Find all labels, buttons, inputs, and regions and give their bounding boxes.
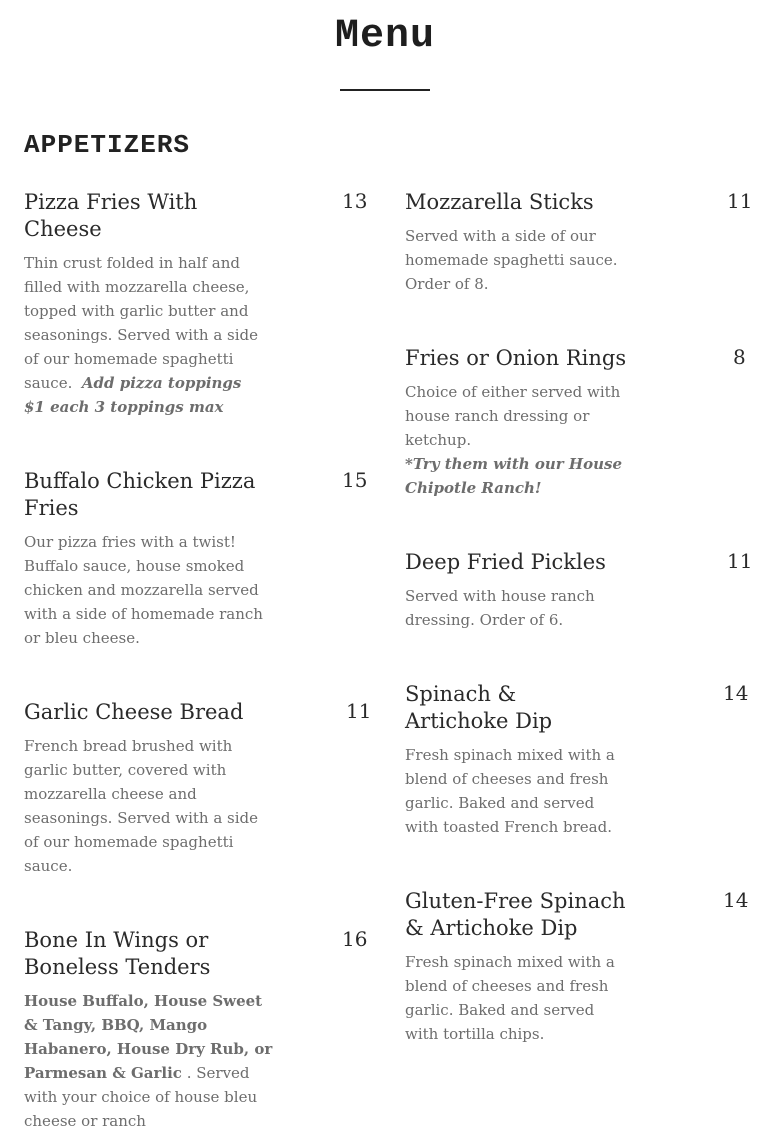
item-description xyxy=(24,251,264,419)
menu-item-spinach-dip xyxy=(405,681,750,839)
title-divider xyxy=(340,89,430,91)
item-price: 8 xyxy=(733,345,746,369)
item-name: Mozzarella Sticks xyxy=(405,190,594,214)
section-heading-appetizers: APPETIZERS xyxy=(24,130,191,160)
item-name: Gluten-Free Spinach & Artichoke Dip xyxy=(405,889,626,940)
menu-item-buffalo-pizza-fries xyxy=(24,468,369,650)
item-description: Our pizza fries with a twist! Buffalo sauce, house smoked chicken and mozzarella served with a side of homemade ranch or bleu cheese. xyxy=(24,533,263,647)
item-name: Buffalo Chicken Pizza Fries xyxy=(24,469,256,520)
item-sauces: House Buffalo, House Sweet & Tangy, BBQ, Mango Habanero, House Dry Rub, or Parmesan & Garlic xyxy=(24,992,273,1082)
item-description: Served with a side of our homemade spaghetti sauce. Order of 8. xyxy=(405,227,618,293)
item-name: Deep Fried Pickles xyxy=(405,550,606,574)
item-price: 11 xyxy=(727,549,753,573)
item-name: Garlic Cheese Bread xyxy=(24,700,244,724)
item-description xyxy=(24,989,274,1133)
menu-item-deep-fried-pickles xyxy=(405,549,753,632)
item-price: 16 xyxy=(342,927,368,951)
item-price: 14 xyxy=(723,681,749,705)
menu-item-pizza-fries xyxy=(24,189,369,419)
item-price: 14 xyxy=(723,888,749,912)
item-desc-text: . Served with your choice of house bleu cheese or ranch xyxy=(24,1064,258,1130)
item-note: *Try them with our House Chipotle Ranch! xyxy=(405,455,623,497)
item-description: French bread brushed with garlic butter, covered with mozzarella cheese and seasonings. Served with a side of our homemade spaghetti sauce. xyxy=(24,737,259,875)
item-name: Fries or Onion Rings xyxy=(405,346,627,370)
item-description: Fresh spinach mixed with a blend of cheeses and fresh garlic. Baked and served with tortilla chips. xyxy=(405,953,615,1043)
item-price: 11 xyxy=(346,699,372,723)
menu-item-mozzarella-sticks xyxy=(405,189,753,296)
page-title: Menu xyxy=(334,14,435,59)
item-description: Served with house ranch dressing. Order of 6. xyxy=(405,587,595,629)
item-description: Fresh spinach mixed with a blend of cheeses and fresh garlic. Baked and served with toasted French bread. xyxy=(405,746,615,836)
item-note: Add pizza toppings $1 each 3 toppings max xyxy=(24,374,242,416)
item-name: Spinach & Artichoke Dip xyxy=(405,682,553,733)
item-desc-text: Choice of either served with house ranch dressing or ketchup. xyxy=(405,383,621,449)
menu-item-gf-spinach-dip xyxy=(405,888,750,1046)
menu-item-wings xyxy=(24,927,369,1133)
item-name: Pizza Fries With Cheese xyxy=(24,190,198,241)
menu-item-garlic-cheese-bread xyxy=(24,699,372,878)
item-price: 15 xyxy=(342,468,368,492)
menu-item-fries-onion-rings xyxy=(405,345,750,500)
item-desc-text: Thin crust folded in half and filled with mozzarella cheese, topped with garlic butter and seasonings. Served with a side of our homemade spaghetti sauce. xyxy=(24,254,259,392)
item-price: 11 xyxy=(727,189,753,213)
item-price: 13 xyxy=(342,189,368,213)
item-description xyxy=(405,380,625,500)
item-name: Bone In Wings or Boneless Tenders xyxy=(24,928,211,979)
